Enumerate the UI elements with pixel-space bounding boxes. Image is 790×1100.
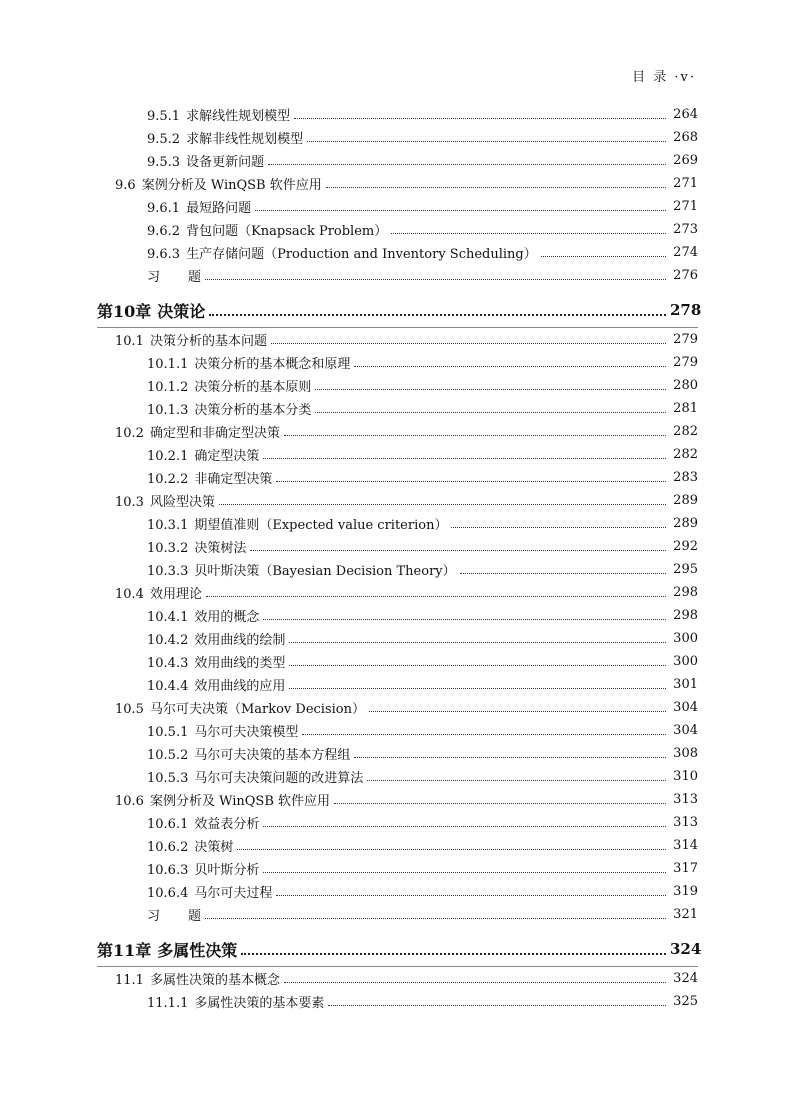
toc-subsection-row (0, 126, 790, 149)
dot-leader (541, 256, 666, 257)
toc-entry-number: 10.4.2 (147, 633, 189, 648)
dot-leader (237, 849, 666, 850)
toc-page-number: 304 (673, 723, 698, 738)
toc-entry-number: 9.6 (115, 178, 136, 193)
toc-page-number: 300 (673, 654, 698, 669)
dot-leader (354, 366, 666, 367)
toc-subsection-row (0, 765, 790, 788)
dot-leader (209, 314, 666, 316)
toc-page-number: 298 (673, 585, 698, 600)
toc-page-number: 308 (673, 746, 698, 761)
toc-page-number: 278 (670, 301, 702, 319)
toc-entry-text: 效用曲线的绘制 (194, 633, 286, 648)
toc-page-number: 289 (673, 516, 698, 531)
toc-entry-title (147, 992, 326, 1011)
toc-entry-text: 设备更新问题 (186, 155, 265, 170)
toc-entry-number: 10.1.1 (147, 357, 189, 372)
toc-entry-title (147, 606, 261, 625)
toc-entry-number: 9.6.1 (147, 201, 181, 216)
toc-page-number: 276 (673, 268, 698, 283)
dot-leader (255, 210, 666, 211)
toc-entry-number: 10.2.1 (147, 449, 189, 464)
toc-entry-text: 效用的概念 (194, 610, 260, 625)
toc-entry-text: 背包问题（Knapsack Problem） (186, 224, 388, 239)
toc-page-number: 282 (673, 447, 698, 462)
toc-entry-title (147, 266, 203, 285)
toc-page-number: 314 (673, 838, 698, 853)
toc-entry-number: 10.4.1 (147, 610, 189, 625)
toc-entry-title (0, 938, 239, 961)
toc-entry-number: 10.6.2 (147, 840, 189, 855)
toc-entry-title (147, 468, 274, 487)
toc-entry-title (147, 882, 274, 901)
toc-section-row (0, 328, 790, 351)
toc-entry-number: 10.6 (115, 794, 144, 809)
toc-entry-number: 10.6.4 (147, 886, 189, 901)
toc-entry-text: 效用曲线的应用 (194, 679, 286, 694)
toc-subsection-row (0, 990, 790, 1013)
toc-page-number: 300 (673, 631, 698, 646)
toc-page-number: 271 (673, 199, 698, 214)
toc-entry-text: 决策分析的基本原则 (194, 380, 312, 395)
toc-page-number: 317 (673, 861, 698, 876)
toc-entry-number: 10.1.3 (147, 403, 189, 418)
toc-entry-title (147, 220, 389, 239)
toc-entry-text: 期望值准则（Expected value criterion） (194, 518, 448, 533)
toc-entry-text: 多属性决策的基本要素 (194, 996, 325, 1011)
dot-leader (367, 780, 666, 781)
dot-leader (205, 918, 666, 919)
toc-entry-number: 10.2 (115, 426, 144, 441)
toc-subsection-row (0, 880, 790, 903)
dot-leader (263, 826, 666, 827)
toc-page-number: 295 (673, 562, 698, 577)
toc-entry-number: 11.1 (115, 973, 144, 988)
toc-subsection-row (0, 857, 790, 880)
toc-section-row (0, 967, 790, 990)
toc-page-number: 268 (673, 130, 698, 145)
toc-page-number: 324 (673, 971, 698, 986)
toc-entry-text: 多属性决策 (157, 940, 238, 960)
dot-leader (206, 596, 666, 597)
toc-entry-title (147, 537, 248, 556)
toc-entry-text: 马尔可夫过程 (194, 886, 273, 901)
toc-entry-title (147, 652, 287, 671)
toc-subsection-row (0, 241, 790, 264)
toc-entry-title (147, 675, 287, 694)
toc-entry-number: 10.5.2 (147, 748, 189, 763)
toc-subsection-row (0, 719, 790, 742)
toc-entry-number: 11.1.1 (147, 996, 189, 1011)
toc-entry-text: 决策论 (157, 301, 206, 321)
dot-leader (241, 953, 666, 955)
dot-leader (354, 757, 666, 758)
toc-page-number: 271 (673, 176, 698, 191)
toc-entry-text: 求解线性规划模型 (186, 109, 291, 124)
toc-subsection-row (0, 558, 790, 581)
toc-entry-title (147, 813, 261, 832)
toc-subsection-row (0, 811, 790, 834)
toc-chapter-row (0, 293, 790, 327)
toc-entry-title (147, 721, 300, 740)
toc-subsection-row (0, 149, 790, 172)
toc-entry-title (147, 353, 352, 372)
toc-section-row (0, 581, 790, 604)
dot-leader (219, 504, 666, 505)
toc-entry-title (115, 790, 332, 809)
toc-entry-title (147, 445, 261, 464)
toc-page-number: 321 (673, 907, 698, 922)
toc-entry-number: 10.3.3 (147, 564, 189, 579)
toc-entry-number: 9.5.2 (147, 132, 181, 147)
toc-entry-text: 题 (188, 270, 202, 285)
dot-leader (263, 458, 666, 459)
toc-entry-text: 非确定型决策 (194, 472, 273, 487)
toc-subsection-row (0, 103, 790, 126)
toc-page-number: 325 (673, 994, 698, 1009)
toc-entry-text: 确定型决策 (194, 449, 260, 464)
dot-leader (328, 1005, 666, 1006)
dot-leader (334, 803, 666, 804)
toc-subsection-row (0, 218, 790, 241)
toc-entry-number: 10.3.1 (147, 518, 189, 533)
dot-leader (271, 343, 666, 344)
toc-entry-title (115, 491, 217, 510)
dot-leader (276, 895, 666, 896)
toc-page-number: 313 (673, 792, 698, 807)
toc-entry-number: 10.4.4 (147, 679, 189, 694)
toc-entry-title (147, 859, 261, 878)
toc-entry-number: 10.6.3 (147, 863, 189, 878)
toc-entry-text: 效用曲线的类型 (194, 656, 286, 671)
dot-leader (391, 233, 666, 234)
dot-leader (205, 279, 666, 280)
toc-entry-text: 效益表分析 (194, 817, 260, 832)
toc-entry-number: 10.1.2 (147, 380, 189, 395)
toc-page-number: 279 (673, 355, 698, 370)
toc-entry-title (115, 969, 282, 988)
toc-entry-text: 决策树 (194, 840, 234, 855)
dot-leader (315, 412, 666, 413)
toc-entry-text: 贝叶斯决策（Bayesian Decision Theory） (194, 564, 456, 579)
toc-entry-title (147, 836, 235, 855)
toc-page-number: 289 (673, 493, 698, 508)
toc-subsection-row (0, 673, 790, 696)
toc-entry-title (115, 422, 282, 441)
toc-subsection-row (0, 351, 790, 374)
dot-leader (289, 665, 666, 666)
toc-subsection-row (0, 374, 790, 397)
toc-entry-text: 案例分析及 WinQSB 软件应用 (141, 178, 322, 193)
toc-subsection-row (0, 264, 790, 287)
toc-entry-number: 10.6.1 (147, 817, 189, 832)
toc-page-number: 281 (673, 401, 698, 416)
toc-page-number: 298 (673, 608, 698, 623)
dot-leader (250, 550, 666, 551)
dot-leader (289, 688, 666, 689)
toc-entry-title (115, 330, 269, 349)
toc-entry-text: 效用理论 (149, 587, 202, 602)
toc-page-number: 282 (673, 424, 698, 439)
dot-leader (276, 481, 666, 482)
toc-entry-number: 9.6.3 (147, 247, 181, 262)
toc-entry-text: 最短路问题 (186, 201, 252, 216)
toc-entry-number: 10.5 (115, 702, 144, 717)
toc-entry-title (147, 128, 305, 147)
toc-entry-text: 马尔可夫决策模型 (194, 725, 299, 740)
toc-page-number: 324 (670, 940, 702, 958)
toc-page-number: 269 (673, 153, 698, 168)
toc-page-number: 313 (673, 815, 698, 830)
toc-entry-number: 10.4 (115, 587, 144, 602)
toc-subsection-row (0, 535, 790, 558)
toc-subsection-row (0, 466, 790, 489)
toc-page-number: 283 (673, 470, 698, 485)
dot-leader (284, 982, 666, 983)
toc-entry-text: 确定型和非确定型决策 (149, 426, 280, 441)
toc-subsection-row (0, 627, 790, 650)
toc-page-number: 319 (673, 884, 698, 899)
toc-entry-text: 马尔可夫决策问题的改进算法 (194, 771, 364, 786)
toc-entry-text: 生产存储问题（Production and Inventory Scheduling） (186, 247, 537, 262)
toc-entry-text: 题 (188, 909, 202, 924)
dot-leader (263, 619, 666, 620)
toc-entry-text: 案例分析及 WinQSB 软件应用 (149, 794, 330, 809)
toc-entry-number: 9.5.3 (147, 155, 181, 170)
toc-subsection-row (0, 397, 790, 420)
toc-entry-number: 9.6.2 (147, 224, 181, 239)
toc-subsection-row (0, 195, 790, 218)
toc-entry-text: 决策分析的基本概念和原理 (194, 357, 351, 372)
toc-entry-number: 习 (147, 270, 161, 285)
header-label: 目 录 (632, 70, 669, 85)
toc-entry-title (147, 151, 266, 170)
toc-entry-text: 决策分析的基本分类 (194, 403, 312, 418)
toc-entry-title (115, 583, 204, 602)
toc-entry-title (147, 376, 313, 395)
dot-leader (326, 187, 666, 188)
toc-subsection-row (0, 834, 790, 857)
toc-entry-text: 多属性决策的基本概念 (149, 973, 280, 988)
toc-page-number: 264 (673, 107, 698, 122)
toc-entry-text: 求解非线性规划模型 (186, 132, 304, 147)
dot-leader (294, 118, 666, 119)
toc-entry-title (147, 629, 287, 648)
toc-page-number: 310 (673, 769, 698, 784)
toc-entry-number: 9.5.1 (147, 109, 181, 124)
toc-entry-number: 10.5.1 (147, 725, 189, 740)
toc-entry-title (147, 514, 449, 533)
running-header (632, 66, 696, 85)
toc-entry-number: 10.5.3 (147, 771, 189, 786)
toc-chapter-row (0, 932, 790, 966)
toc-subsection-row (0, 903, 790, 926)
toc-subsection-row (0, 650, 790, 673)
toc-entry-text: 风险型决策 (149, 495, 215, 510)
toc-entry-title (115, 698, 367, 717)
toc-entry-number: 10.2.2 (147, 472, 189, 487)
toc-section-row (0, 696, 790, 719)
toc-page-number: 279 (673, 332, 698, 347)
toc-page-number: 280 (673, 378, 698, 393)
toc-entry-number: 习 (147, 909, 161, 924)
toc-entry-text: 贝叶斯分析 (194, 863, 260, 878)
dot-leader (263, 872, 666, 873)
header-page-number: ·v· (674, 70, 696, 85)
toc-section-row (0, 489, 790, 512)
toc-page-number: 273 (673, 222, 698, 237)
toc-entry-title (147, 105, 292, 124)
toc-section-row (0, 788, 790, 811)
toc-section-row (0, 172, 790, 195)
toc-subsection-row (0, 443, 790, 466)
toc-entry-title (147, 399, 313, 418)
dot-leader (284, 435, 666, 436)
toc-page-number: 304 (673, 700, 698, 715)
toc-entry-text: 决策分析的基本问题 (149, 334, 267, 349)
toc-subsection-row (0, 512, 790, 535)
table-of-contents (0, 103, 790, 1013)
toc-page-number: 292 (673, 539, 698, 554)
toc-entry-number: 10.3 (115, 495, 144, 510)
dot-leader (369, 711, 666, 712)
dot-leader (268, 164, 666, 165)
toc-page-number: 301 (673, 677, 698, 692)
toc-entry-number: 10.4.3 (147, 656, 189, 671)
toc-entry-title (147, 243, 539, 262)
toc-entry-title (115, 174, 324, 193)
dot-leader (315, 389, 666, 390)
toc-entry-title (147, 560, 458, 579)
toc-entry-title (0, 299, 207, 322)
toc-entry-title (147, 197, 253, 216)
dot-leader (460, 573, 666, 574)
toc-entry-number: 10.3.2 (147, 541, 189, 556)
toc-entry-text: 决策树法 (194, 541, 247, 556)
toc-section-row (0, 420, 790, 443)
toc-entry-number: 10.1 (115, 334, 144, 349)
toc-entry-title (147, 744, 352, 763)
dot-leader (451, 527, 666, 528)
dot-leader (289, 642, 666, 643)
dot-leader (302, 734, 666, 735)
dot-leader (307, 141, 666, 142)
toc-entry-text: 马尔可夫决策（Markov Decision） (149, 702, 365, 717)
toc-subsection-row (0, 604, 790, 627)
toc-entry-number: 第10章 (97, 301, 152, 321)
toc-entry-number: 第11章 (97, 940, 152, 960)
toc-subsection-row (0, 742, 790, 765)
toc-entry-title (147, 767, 365, 786)
toc-entry-text: 马尔可夫决策的基本方程组 (194, 748, 351, 763)
toc-page-number: 274 (673, 245, 698, 260)
toc-entry-title (147, 905, 203, 924)
